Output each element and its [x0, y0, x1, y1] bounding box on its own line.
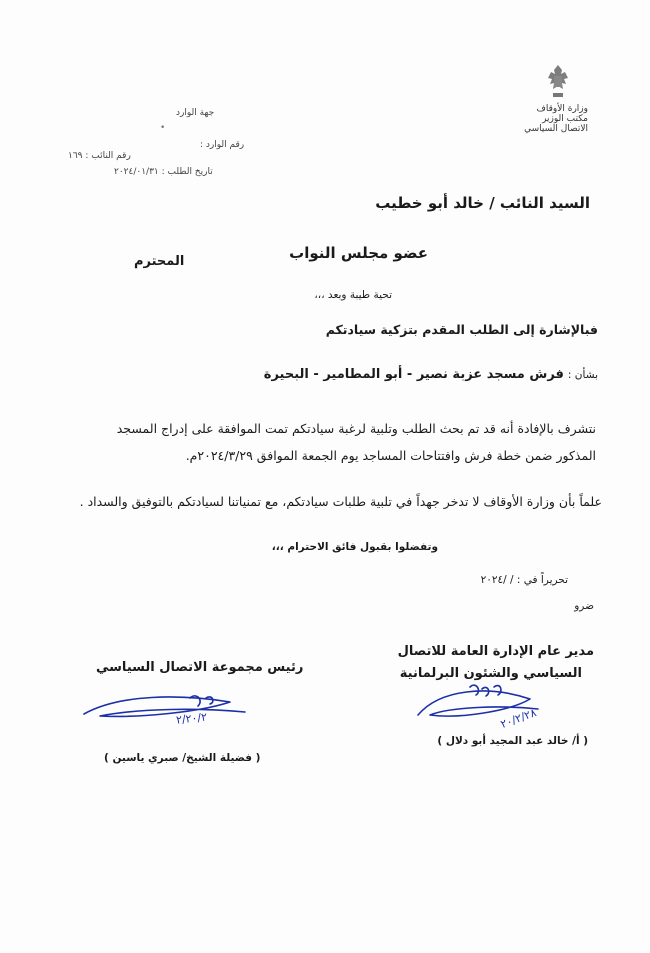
signatory-left-name: ( فضيلة الشيخ/ صبري ياسين ) — [104, 752, 261, 764]
reference-line: فبالإشارة إلى الطلب المقدم بتزكية سيادتكم — [325, 322, 598, 337]
ministry-line: وزارة الأوقاف — [536, 104, 588, 114]
eagle-emblem-icon — [543, 62, 573, 102]
signatory-right-title: مدير عام الإدارة العامة للاتصال — [397, 644, 594, 659]
signatory-right-title: السياسي والشئون البرلمانية — [399, 666, 582, 681]
greeting: تحية طيبة وبعد ،،، — [314, 289, 392, 301]
deputy-number: رقم النائب : ١٦٩ — [68, 151, 131, 161]
incoming-authority: جهة الوارد — [176, 108, 215, 118]
closing: وتفضلوا بقبول فائق الاحترام ،،، — [271, 541, 438, 553]
subject-text: فرش مسجد عزبة نصير - أبو المطامير - البحيرة — [263, 367, 564, 382]
subject-row — [264, 367, 598, 382]
ministry-header — [508, 104, 588, 134]
written-on: تحريراً في : / /٢٠٢٤ — [480, 574, 568, 586]
signatory-left-title: رئيس مجموعة الاتصال السياسي — [96, 660, 304, 675]
signatory-right-name: ( أ/ خالد عبد المجيد أبو دلال ) — [437, 735, 588, 747]
body-line: المذكور ضمن خطة فرش وافتتاحات المساجد يوم الجمعة الموافق ٢٠٢٤/٣/٢٩م. — [185, 448, 596, 463]
body-line: علماً بأن وزارة الأوقاف لا تدخر جهداً في تلبية طلبات سيادتكم، مع تمنياتنا لسيادتكم بالتوفيق والسداد . — [79, 494, 602, 509]
addressee-salutation: السيد النائب / خالد أبو خطيب — [375, 194, 590, 212]
dot-mark: • — [160, 123, 166, 133]
right-handwritten-date: ٢٠/٢/٢٨ — [498, 706, 539, 731]
ministry-line: الاتصال السياسي — [524, 124, 588, 134]
initials-mark: ضرو — [574, 600, 594, 612]
request-date: تاريخ الطلب : ٢٠٢٤/٠١/٣١ — [114, 167, 213, 177]
addressee-honorific: المحترم — [134, 254, 185, 269]
subject-label: بشأن : — [567, 369, 598, 381]
ministry-line: مكتب الوزير — [542, 114, 588, 124]
body-line: نتشرف بالإفادة أنه قد تم بحث الطلب وتلبية لرغبة سيادتكم تمت الموافقة على إدراج المسجد — [116, 421, 596, 436]
left-handwritten-date: ٢/٢٠/٢ — [175, 710, 208, 727]
incoming-number: رقم الوارد : — [200, 140, 245, 150]
addressee-title: عضو مجلس النواب — [289, 244, 428, 262]
left-signature — [80, 690, 250, 730]
right-signature — [410, 675, 550, 735]
